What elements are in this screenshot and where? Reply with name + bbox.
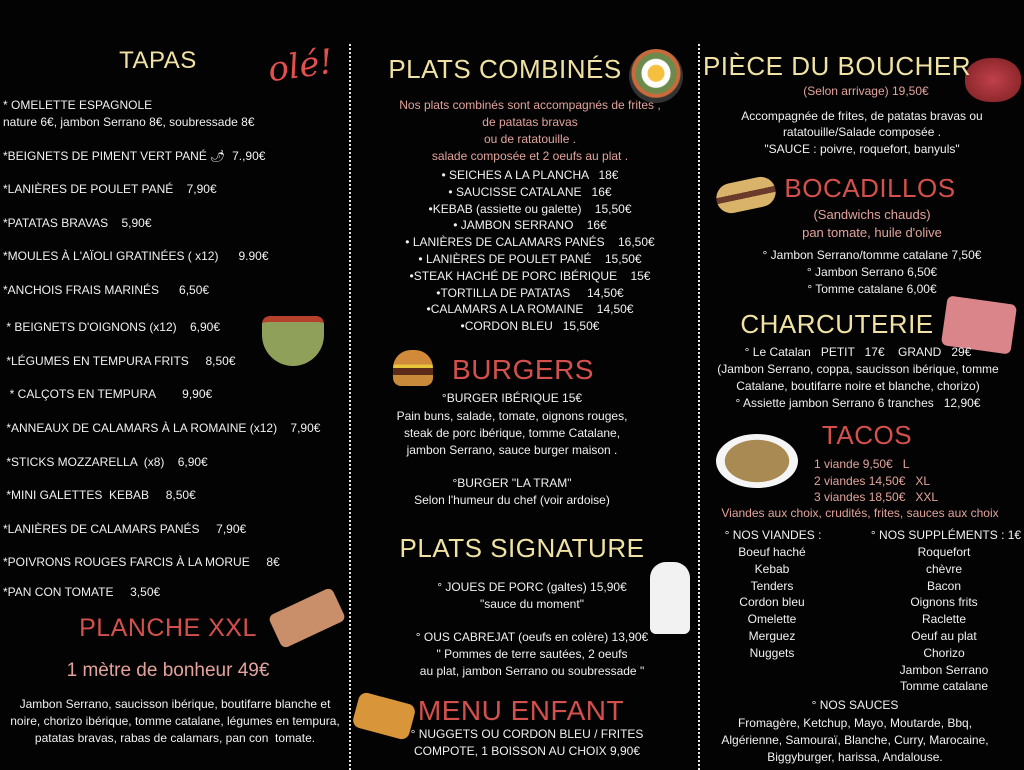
nos-viandes-item: Merguez <box>748 629 796 643</box>
planche-subtitle: 1 mètre de bonheur 49€ <box>66 660 270 681</box>
plats-signature-title: PLATS SIGNATURE <box>399 533 645 563</box>
nos-viandes-item: Boeuf haché <box>738 545 806 559</box>
plats-combines-item: •STEAK HACHÉ DE PORC IBÉRIQUE 15€ <box>409 269 651 283</box>
charcuterie-line: ° Assiette jambon Serrano 6 tranches 12,90€ <box>735 396 981 410</box>
tapas-item: *BEIGNETS DE PIMENT VERT PANÉ 🌶 7.,90€ <box>3 149 266 163</box>
bocadillos-subtitle: pan tomate, huile d'olive <box>802 225 942 240</box>
planche-description: patatas bravas, rabas de calamars, pan con tomate. <box>34 731 316 745</box>
plats-combines-item: •CORDON BLEU 15,50€ <box>460 319 600 333</box>
plats-combines-item: • LANIÈRES DE POULET PANÉ 15,50€ <box>418 252 642 266</box>
tapas-item: *LÉGUMES EN TEMPURA FRITS 8,50€ <box>3 354 236 368</box>
nos-viandes-item: Tenders <box>750 579 794 593</box>
nos-supplements-item: chèvre <box>925 562 963 576</box>
burgers-title: BURGERS <box>452 354 594 385</box>
nos-supplements-item: Tomme catalane <box>899 679 989 693</box>
plats-combines-item: • LANIÈRES DE CALAMARS PANÉS 16,50€ <box>405 235 655 249</box>
plats-combines-item: • SEICHES A LA PLANCHA 18€ <box>441 168 619 182</box>
nos-supplements-item: Oeuf au plat <box>911 629 977 643</box>
nos-sauces-heading: ° NOS SAUCES <box>811 698 899 712</box>
burgers-line: Pain buns, salade, tomate, oignons rouges, <box>396 409 628 423</box>
tapas-item: * OMELETTE ESPAGNOLE <box>3 98 153 112</box>
nos-supplements-item: Jambon Serrano <box>899 663 989 677</box>
tapas-item: *LANIÈRES DE CALAMARS PANÉS 7,90€ <box>3 522 247 536</box>
plats-combines-item: • JAMBON SERRANO 16€ <box>453 218 607 232</box>
nos-viandes-item: Omelette <box>747 612 797 626</box>
burgers-line: steak de porc ibérique, tomme Catalane, <box>403 426 621 440</box>
plats-signature-line: " Pommes de terre sautées, 2 oeufs <box>436 647 628 661</box>
tapas-item: * CALÇOTS EN TEMPURA 9,90€ <box>3 387 213 401</box>
nos-supplements-item: Roquefort <box>917 545 971 559</box>
plats-signature-line: ° JOUES DE PORC (galtes) 15,90€ <box>437 580 627 594</box>
plats-signature-line: "sauce du moment" <box>480 597 584 611</box>
burgers-line: °BURGER IBÉRIQUE 15€ <box>441 391 583 405</box>
nos-supplements-item: Chorizo <box>923 646 965 660</box>
piece-du-boucher-line: "SAUCE : poivre, roquefort, banyuls" <box>764 142 960 156</box>
planche-title: PLANCHE XXL <box>79 614 257 642</box>
plats-combines-item: •CALAMARS A LA ROMAINE 14,50€ <box>426 302 634 316</box>
nos-supplements-heading: ° NOS SUPPLÉMENTS : 1€ <box>870 528 1022 542</box>
burgers-line: jambon Serrano, sauce burger maison . <box>406 443 618 457</box>
piece-du-boucher-title: PIÈCE DU BOUCHER <box>702 51 972 81</box>
menu-enfant-title: MENU ENFANT <box>417 695 625 726</box>
nos-sauces-line: Fromagère, Ketchup, Mayo, Moutarde, Bbq, <box>737 716 973 730</box>
plats-combines-intro: de patatas bravas <box>482 115 578 129</box>
tapas-item: *POIVRONS ROUGES FARCIS À LA MORUE 8€ <box>3 555 280 569</box>
tacos-size: 2 viandes 14,50€ XL <box>814 474 931 488</box>
plats-signature-line: ° OUS CABREJAT (oeufs en colère) 13,90€ <box>415 630 649 644</box>
piece-du-boucher-line: ratatouille/Salade composée . <box>782 125 942 139</box>
bocadillos-title: BOCADILLOS <box>784 173 956 203</box>
bocadillos-item: ° Jambon Serrano/tomme catalane 7,50€ <box>762 248 982 262</box>
planche-description: noire, chorizo ibérique, tomme catalane, légumes en tempura, <box>10 714 340 728</box>
tapas-item: *LANIÈRES DE POULET PANÉ 7,90€ <box>3 182 217 196</box>
nos-viandes-item: Cordon bleu <box>739 595 805 609</box>
tapas-item: *ANNEAUX DE CALAMARS À LA ROMAINE (x12) 7,90€ <box>3 421 321 435</box>
plats-combines-title: PLATS COMBINÉS <box>388 54 622 84</box>
menu-enfant-line: ° NUGGETS OU CORDON BLEU / FRITES <box>410 727 644 741</box>
tacos-size: 3 viandes 18,50€ XXL <box>814 490 939 504</box>
tapas-item: * BEIGNETS D'OIGNONS (x12) 6,90€ <box>3 320 221 334</box>
burgers-line: Selon l'humeur du chef (voir ardoise) <box>414 493 610 507</box>
nos-supplements-item: Oignons frits <box>910 595 978 609</box>
plats-combines-item: • SAUCISSE CATALANE 16€ <box>448 185 612 199</box>
bocadillos-item: ° Jambon Serrano 6,50€ <box>806 265 938 279</box>
plats-combines-intro: Nos plats combinés sont accompagnés de frites , <box>399 98 661 112</box>
tacos-note: Viandes aux choix, crudités, frites, sauces aux choix <box>721 506 999 520</box>
tapas-item: *STICKS MOZZARELLA (x8) 6,90€ <box>3 455 208 469</box>
bocadillos-item: ° Tomme catalane 6,00€ <box>807 282 937 296</box>
tacos-size: 1 viande 9,50€ L <box>814 457 910 471</box>
piece-du-boucher-price: (Selon arrivage) 19,50€ <box>803 84 929 98</box>
tapas-item: *PATATAS BRAVAS 5,90€ <box>3 216 152 230</box>
nos-sauces-line: Algérienne, Samouraï, Blanche, Curry, Marocaine, <box>721 733 989 747</box>
piece-du-boucher-line: Accompagnée de frites, de patatas bravas ou <box>741 109 983 123</box>
charcuterie-line: ° Le Catalan PETIT 17€ GRAND 29€ <box>744 345 972 359</box>
tapas-item: *MOULES À L'AÏOLI GRATINÉES ( x12) 9.90€ <box>3 249 269 263</box>
plats-combines-item: •KEBAB (assiette ou galette) 15,50€ <box>428 202 632 216</box>
charcuterie-line: (Jambon Serrano, coppa, saucisson ibérique, tomme <box>717 362 999 376</box>
planche-description: Jambon Serrano, saucisson ibérique, boutifarre blanche et <box>19 697 331 711</box>
nos-viandes-heading: ° NOS VIANDES : <box>724 528 822 542</box>
plats-combines-item: •TORTILLA DE PATATAS 14,50€ <box>436 286 624 300</box>
nos-supplements-item: Raclette <box>921 612 967 626</box>
burgers-line: °BURGER "LA TRAM" <box>452 476 572 490</box>
tacos-title: TACOS <box>821 420 913 450</box>
nos-sauces-line: Biggyburger, harissa, Andalouse. <box>767 750 943 764</box>
nos-supplements-item: Bacon <box>926 579 962 593</box>
tapas-item: nature 6€, jambon Serrano 8€, soubressade 8€ <box>3 115 255 129</box>
tapas-item: *ANCHOIS FRAIS MARINÉS 6,50€ <box>3 283 210 297</box>
tapas-title: TAPAS <box>119 47 197 74</box>
plats-signature-line: au plat, jambon Serrano ou soubressade " <box>419 664 645 678</box>
nos-viandes-item: Nuggets <box>749 646 795 660</box>
tapas-item: *MINI GALETTES KEBAB 8,50€ <box>3 488 196 502</box>
bocadillos-subtitle: (Sandwichs chauds) <box>813 207 931 222</box>
plats-combines-intro: salade composée et 2 oeufs au plat . <box>431 149 629 163</box>
ole-logo: olé! <box>265 41 336 91</box>
nos-viandes-item: Kebab <box>754 562 790 576</box>
plats-combines-intro: ou de ratatouille . <box>483 132 577 146</box>
charcuterie-title: CHARCUTERIE <box>740 309 934 339</box>
charcuterie-line: Catalane, boutifarre noire et blanche, chorizo) <box>736 379 980 393</box>
tapas-item: *PAN CON TOMATE 3,50€ <box>3 585 161 599</box>
menu-enfant-line: COMPOTE, 1 BOISSON AU CHOIX 9,90€ <box>413 744 641 758</box>
